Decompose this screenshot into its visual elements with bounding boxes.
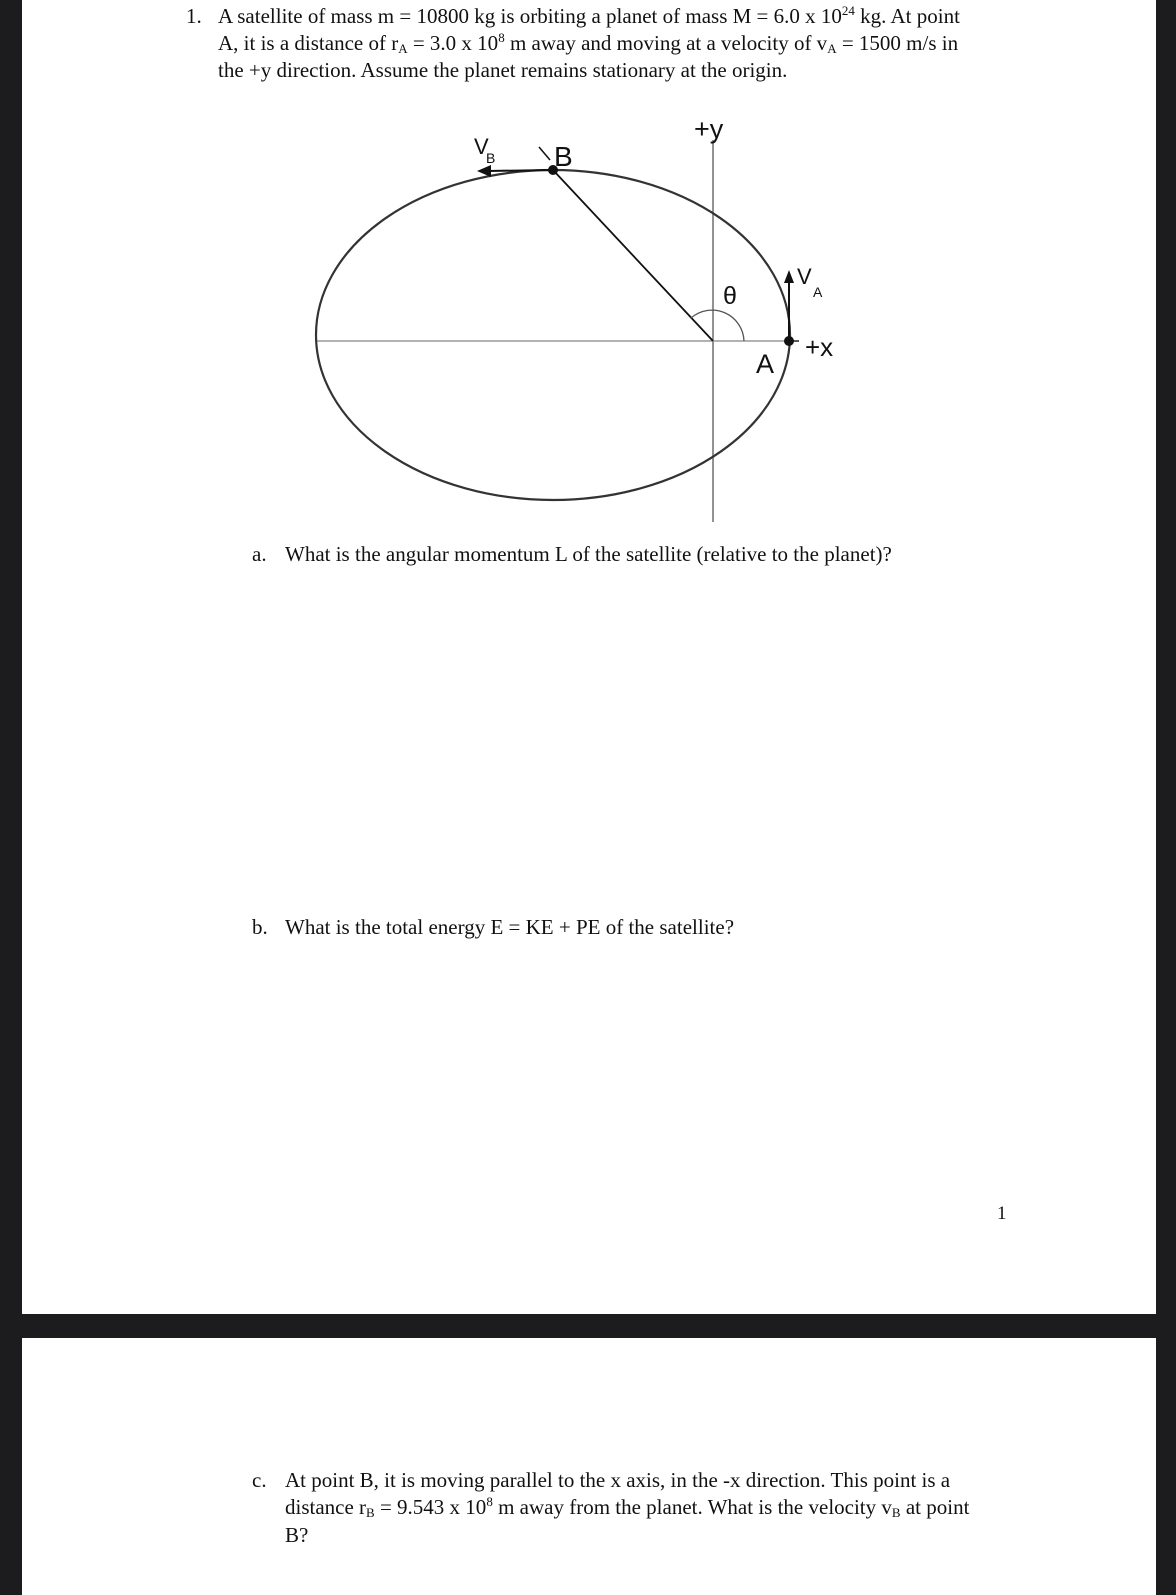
question-number: 1. [186, 4, 202, 28]
question-line-2: A, it is a distance of $r_A = 3.0$ x $10^8$ m away and moving at a velocity of $v_A = 1500$ m/s in [218, 30, 959, 56]
part-a-question: What is the angular momentum L of the satellite (relative to the planet)? [285, 542, 892, 566]
label-va-sub: A [813, 284, 823, 300]
part-b-letter: b. [252, 915, 268, 939]
b-leader-line [539, 147, 550, 160]
page-number: 1 [997, 1203, 1007, 1224]
part-c-line-2: distance $r_B = 9.543$ x $10^8$ m away from the planet. What is the velocity $v_B$ at point [285, 1494, 970, 1520]
radius-line-b [553, 170, 713, 341]
label-a: A [756, 349, 775, 379]
question-line-3: the +y direction. Assume the planet remains stationary at the origin. [218, 58, 788, 82]
part-c-line-1: At point B, it is moving parallel to the x axis, in the -x direction. This point is a [285, 1468, 951, 1492]
document-page-1 [22, 0, 1156, 1314]
part-c-letter: c. [252, 1468, 267, 1492]
document-page-2 [22, 1338, 1156, 1595]
point-a-marker [784, 336, 794, 346]
label-va-letter: V [797, 264, 812, 289]
part-a-letter: a. [252, 542, 267, 566]
orbit-diagram [22, 0, 1156, 540]
label-vb-sub: B [486, 150, 496, 166]
orbit-ellipse [316, 170, 790, 500]
part-c-line-3: B? [285, 1523, 309, 1547]
velocity-b-arrowhead [477, 165, 491, 177]
velocity-b-arrow-shaft [488, 170, 553, 171]
label-plus-x: +x [805, 332, 834, 362]
part-b-question: What is the total energy E = KE + PE of the satellite? [285, 915, 735, 939]
label-vb-letter: V [474, 134, 489, 159]
label-theta: θ [723, 282, 737, 310]
label-b: B [554, 141, 573, 172]
question-line-1: A satellite of mass m = 10800 kg is orbiting a planet of mass M = 6.0 x $10^{24}$ kg. At point [218, 3, 960, 28]
velocity-a-arrowhead [784, 270, 794, 283]
label-plus-y: +y [694, 114, 724, 144]
